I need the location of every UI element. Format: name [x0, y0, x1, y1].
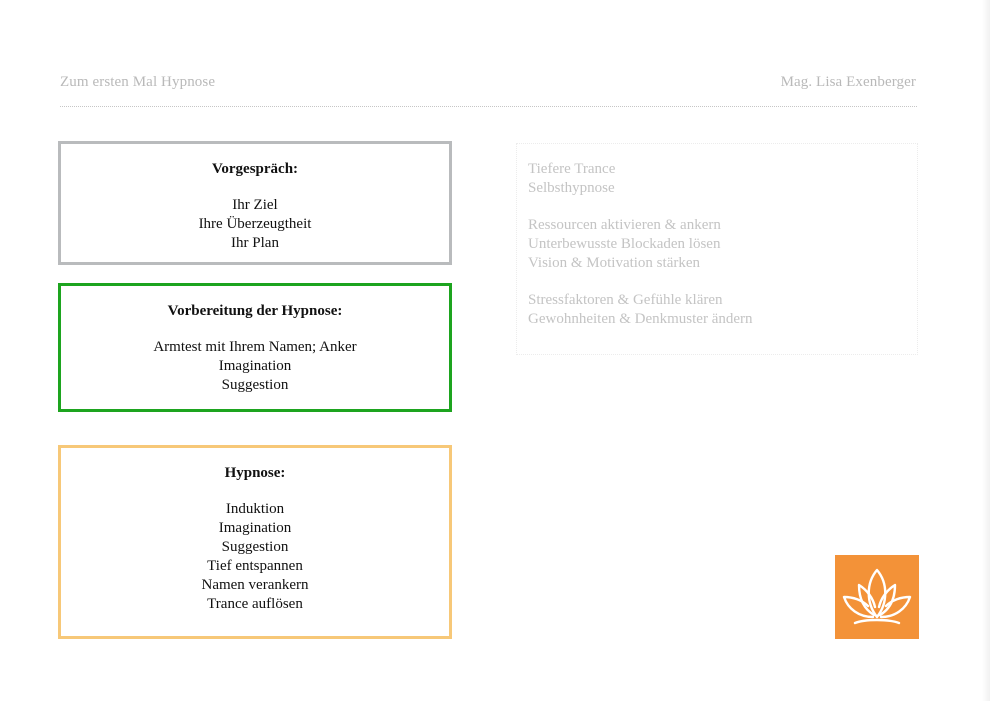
box-line: Suggestion [221, 539, 289, 555]
box-line: Ihr Ziel [232, 197, 278, 213]
box-line: Imagination [218, 358, 292, 374]
box-title: Hypnose: [224, 465, 286, 481]
box-line: Namen verankern [201, 577, 309, 593]
topic-item: Gewohnheiten & Denkmuster ändern [528, 311, 753, 327]
box-line: Suggestion [221, 377, 289, 393]
lotus-logo [835, 555, 919, 639]
box-line: Armtest mit Ihrem Namen; Anker [153, 339, 357, 355]
page-edge [982, 0, 990, 701]
header-divider [60, 106, 917, 107]
topic-item: Selbsthypnose [528, 180, 615, 196]
topic-item: Vision & Motivation stärken [528, 255, 701, 271]
box-line: Ihr Plan [231, 235, 279, 251]
box-title: Vorgespräch: [211, 161, 299, 177]
box-vorgespraech [58, 141, 452, 265]
box-vorbereitung [58, 283, 452, 412]
topic-group [528, 291, 917, 329]
document-title: Zum ersten Mal Hypnose [60, 74, 216, 90]
topic-item: Ressourcen aktivieren & ankern [528, 217, 721, 233]
box-line: Trance auflösen [207, 596, 303, 612]
topic-item: Stressfaktoren & Gefühle klären [528, 292, 723, 308]
topic-group [528, 160, 917, 198]
topic-group [528, 216, 917, 273]
box-title: Vorbereitung der Hypnose: [167, 303, 343, 319]
box-line: Imagination [218, 520, 292, 536]
box-hypnose [58, 445, 452, 639]
topic-item: Tiefere Trance [528, 161, 616, 177]
box-line: Induktion [225, 501, 285, 517]
topic-item: Unterbewusste Blockaden lösen [528, 236, 721, 252]
box-line: Ihre Überzeugtheit [198, 216, 312, 232]
box-line: Tief entspannen [207, 558, 303, 574]
lotus-icon [835, 555, 919, 639]
topics-panel [516, 143, 918, 355]
author-name: Mag. Lisa Exenberger [780, 74, 916, 90]
